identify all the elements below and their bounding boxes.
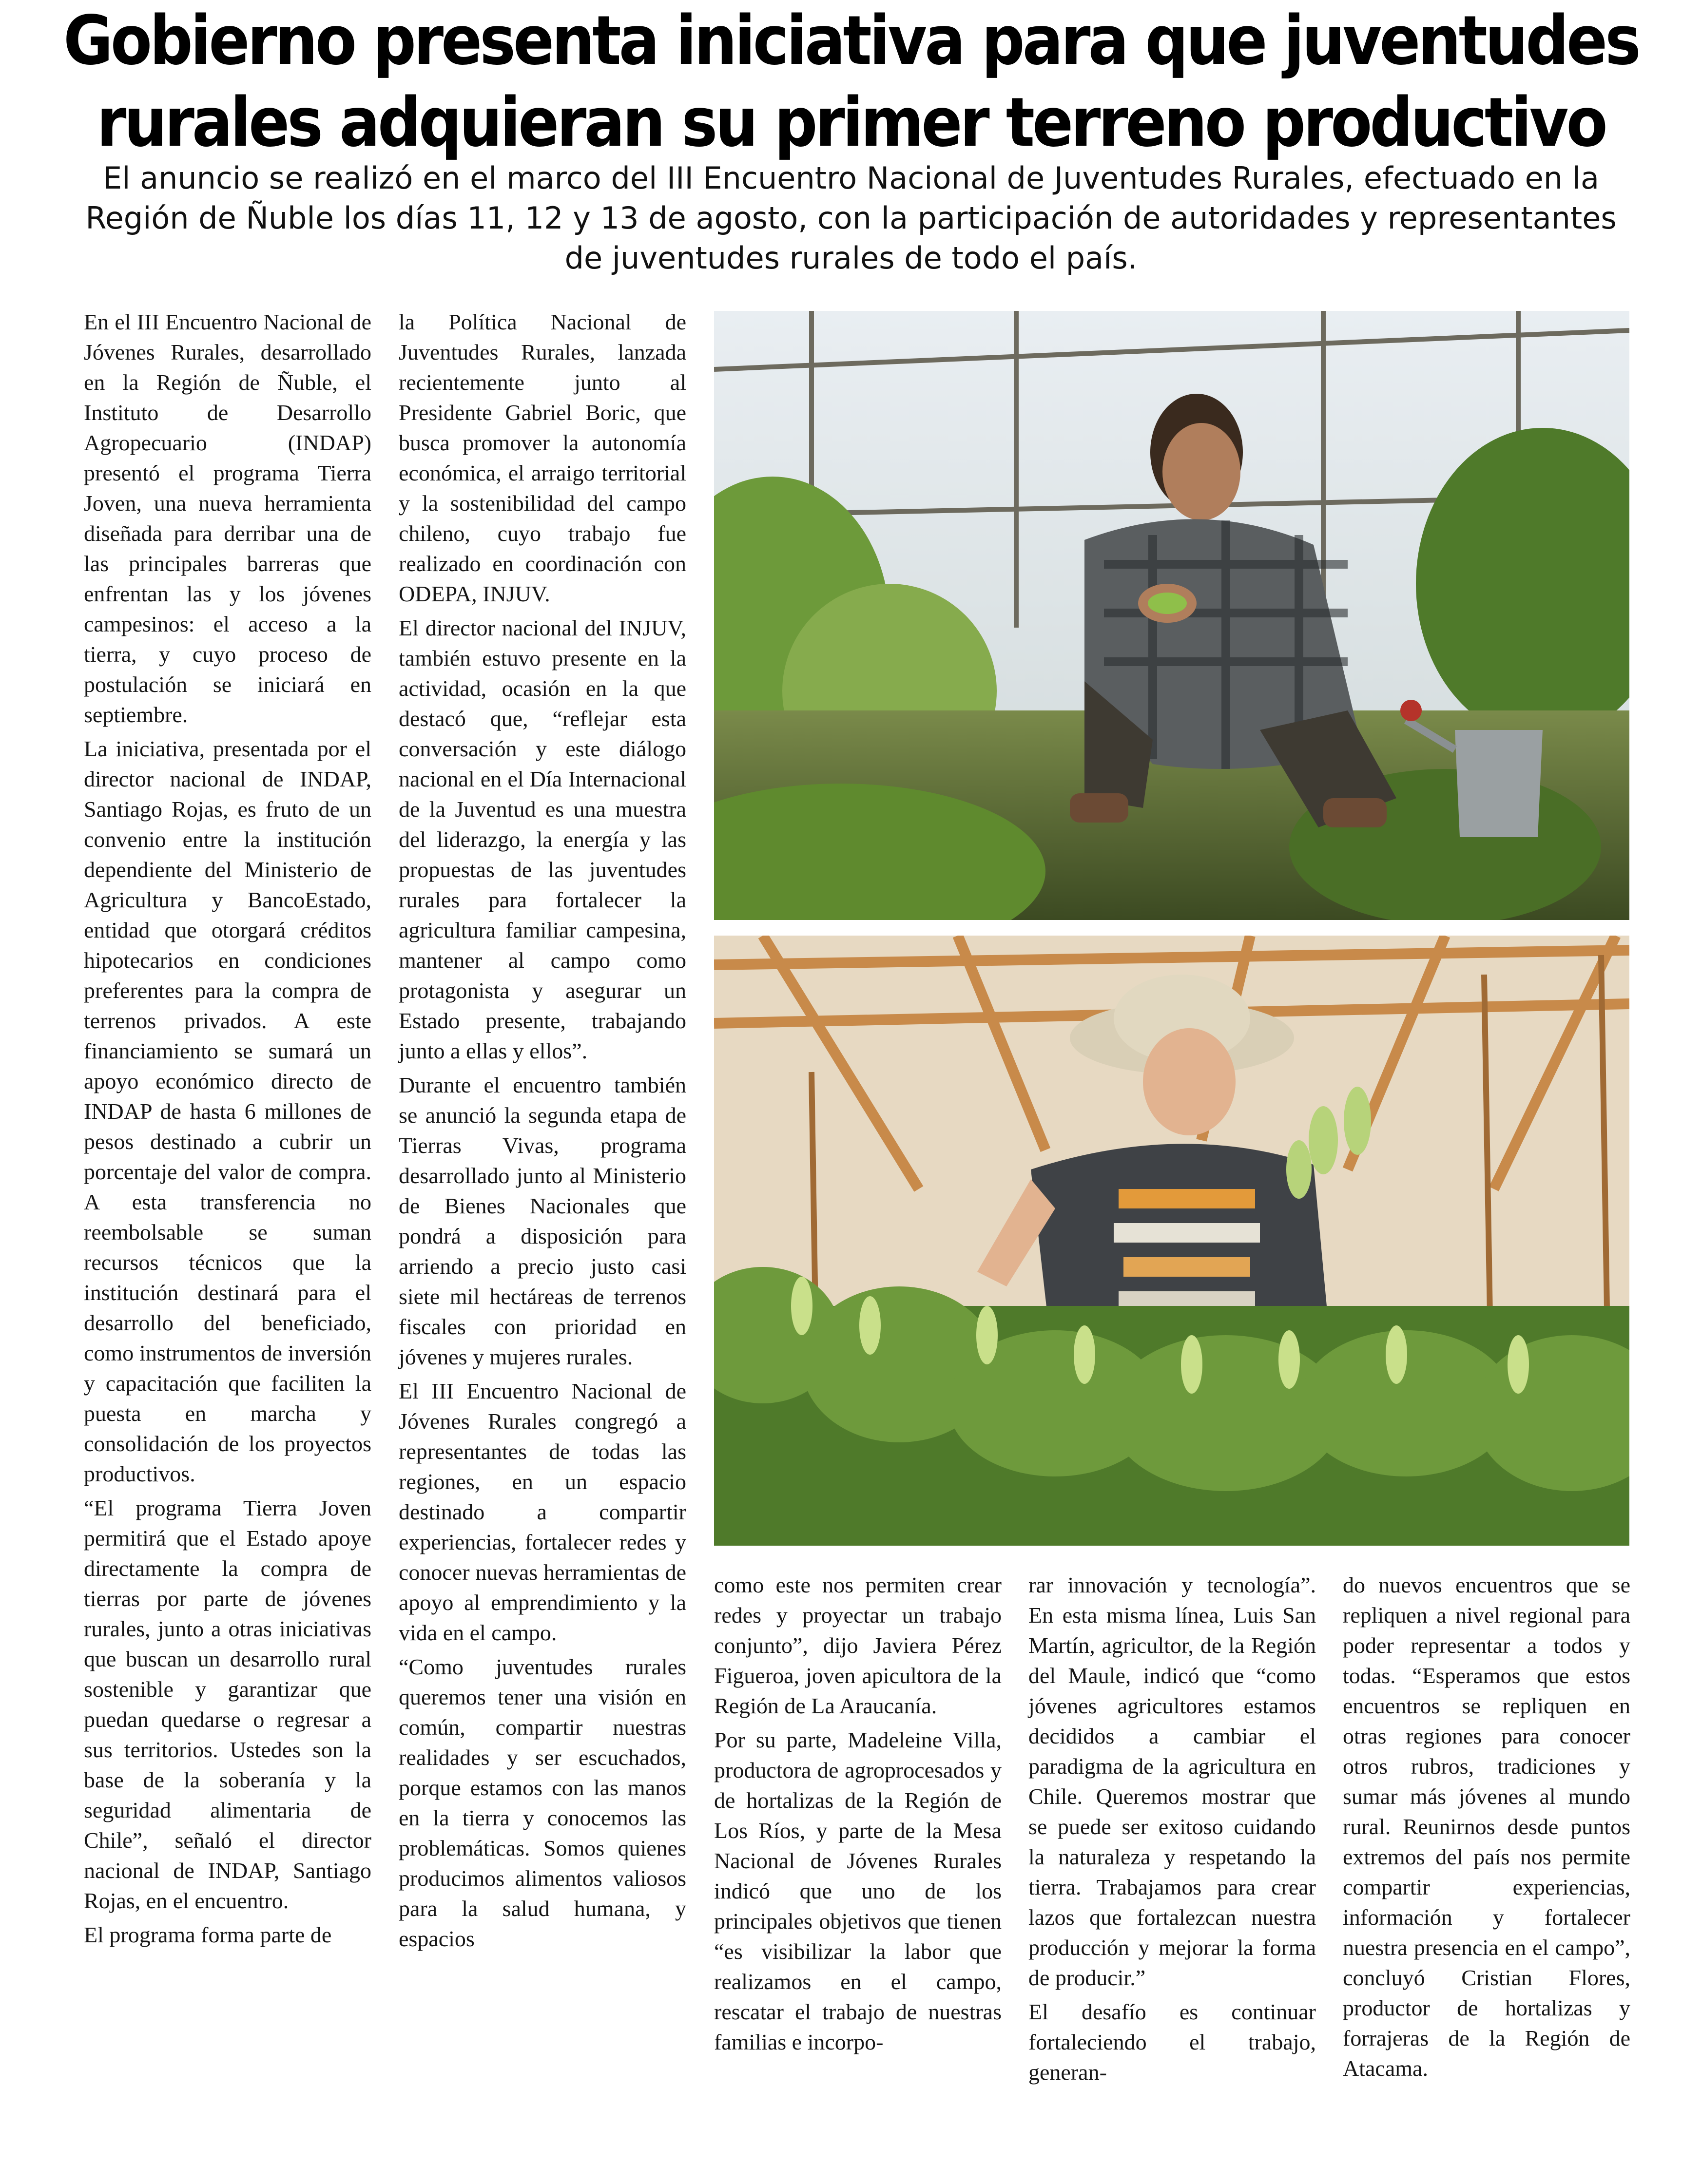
- paragraph: El III Encuentro Nacional de Jóvenes Rurales congregó a representantes de todas las regiones, en un espacio destinado a compartir experiencias, fortalecer redes y conocer nuevas herramientas de apoyo al emprendimiento y la vida en el campo.: [399, 1379, 686, 1645]
- text-column-4: [1028, 1570, 1316, 2091]
- paragraph: “El programa Tierra Joven permitirá que el Estado apoye directamente la compra de tierras por parte de jóvenes rurales, junto a otras iniciativas que buscan un desarrollo rural sostenible y garantizar que puedan quedarse o regresar a sus territorios. Ustedes son la base de la soberanía y la seguridad alimentaria de Chile”, señaló el director nacional de INDAP, Santiago Rojas, en el encuentro.: [84, 1495, 371, 1913]
- text-column-5: [1343, 1570, 1630, 2088]
- text-column-2: [399, 307, 686, 1958]
- photo-woman-lilies: [714, 936, 1629, 1546]
- paragraph: La iniciativa, presentada por el director nacional de INDAP, Santiago Rojas, es fruto de un convenio entre la institución dependiente del Ministerio de Agricultura y BancoEstado, entidad que otorgará créditos hipotecarios en condiciones preferentes para la compra de terrenos privados. A este financiamiento se sumará un apoyo económico directo de INDAP de hasta 6 millones de pesos destinado a cubrir un porcentaje del valor de compra. A esta transferencia no reembolsable se suman recursos técnicos que la institución destinará para el desarrollo del beneficiado, como instrumentos de inversión y capacitación que faciliten la puesta en marcha y consolidación de los proyectos productivos.: [84, 736, 371, 1486]
- headline: Gobierno presenta iniciativa para que juventudes rurales adquieran su primer terreno productivo: [63, 1, 1639, 162]
- text-column-1: [84, 307, 371, 1954]
- text-column-3: [714, 1570, 1002, 2061]
- paragraph: Por su parte, Madeleine Villa, productora de agroprocesados y de hortalizas de la Región de Los Ríos, y parte de la Mesa Nacional de Jóvenes Rurales indicó que uno de los principales objetivos que tienen “es visibilizar la labor que realizamos en el campo, rescatar el trabajo de nuestras familias e incorpo-: [714, 1727, 1002, 2054]
- paragraph: El desafío es continuar fortaleciendo el trabajo, generan-: [1028, 1999, 1316, 2085]
- paragraph: la Política Nacional de Juventudes Rurales, lanzada recientemente junto al Presidente Gabriel Boric, que busca promover la autonomía económica, el arraigo territorial y la sostenibilidad del campo chileno, cuyo trabajo fue realizado en coordinación con ODEPA, INJUV.: [399, 309, 686, 606]
- paragraph: rar innovación y tecnología”. En esta misma línea, Luis San Martín, agricultor, de la Región del Maule, indicó que “como jóvenes agricultores estamos decididos a cambiar el paradigma de la agricultura en Chile. Queremos mostrar que se puede ser exitoso cuidando la naturaleza y respetando la tierra. Trabajamos para crear lazos que fortalezcan nuestra producción y mejorar la forma de producir.”: [1028, 1572, 1316, 1990]
- paragraph: “Como juventudes rurales queremos tener una visión en común, compartir nuestras realidades y ser escuchados, porque estamos con las manos en la tierra y conocemos las problemáticas. Somos quienes producimos alimentos valiosos para la salud humana, y espacios: [399, 1654, 686, 1951]
- paragraph: Durante el encuentro también se anunció la segunda etapa de Tierras Vivas, programa desarrollado junto al Ministerio de Bienes Nacionales que pondrá a disposición para arriendo a precio justo casi siete mil hectáreas de terrenos fiscales con prioridad en jóvenes y mujeres rurales.: [399, 1073, 686, 1369]
- photo-man-greenhouse: [714, 311, 1629, 920]
- article-deck: El anuncio se realizó en el marco del III Encuentro Nacional de Juventudes Rurales, efectuado en la Región de Ñuble los días 11, 12 y 13 de agosto, con la participación de autoridades y representantes de juventudes rurales de todo el país.: [85, 160, 1617, 276]
- paragraph: El director nacional del INJUV, también estuvo presente en la actividad, ocasión en la que destacó que, “reflejar esta conversación y este diálogo nacional en el Día Internacional de la Juventud es una muestra del liderazgo, la energía y las propuestas de las juventudes rurales para fortalecer la agricultura familiar campesina, mantener al campo como protagonista y asegurar un Estado presente, trabajando junto a ellas y ellos”.: [399, 615, 686, 1063]
- paragraph: do nuevos encuentros que se repliquen a nivel regional para poder representar a todos y todas. “Esperamos que estos encuentros se repliquen en otras regiones para conocer otros rubros, tradiciones y sumar más jóvenes al mundo rural. Reunirnos desde puntos extremos del país nos permite compartir experiencias, información y fortalecer nuestra presencia en el campo”, concluyó Cristian Flores, productor de hortalizas y forrajeras de la Región de Atacama.: [1343, 1572, 1630, 2081]
- paragraph: El programa forma parte de: [84, 1922, 332, 1947]
- paragraph: En el III Encuentro Nacional de Jóvenes Rurales, desarrollado en la Región de Ñuble, el Instituto de Desarrollo Agropecuario (INDAP) presentó el programa Tierra Joven, una nueva herramienta diseñada para derribar una de las principales barreras que enfrentan las y los jóvenes campesinos: el acceso a la tierra, y cuyo proceso de postulación se iniciará en septiembre.: [84, 309, 371, 727]
- paragraph: como este nos permiten crear redes y proyectar un trabajo conjunto”, dijo Javiera Pérez Figueroa, joven apicultora de la Región de La Araucanía.: [714, 1572, 1002, 1718]
